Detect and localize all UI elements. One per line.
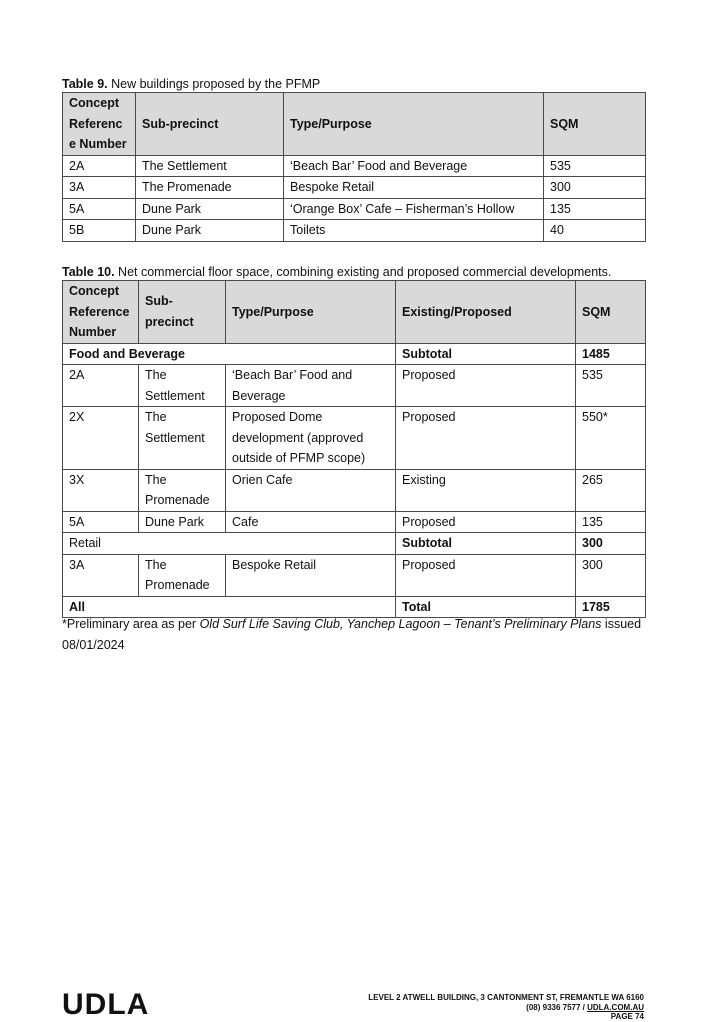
table9 <box>62 92 646 242</box>
total-label: Total <box>396 596 576 618</box>
subtotal-label: Subtotal <box>396 343 576 365</box>
table9-header-row <box>63 93 646 156</box>
table-cell: Proposed <box>396 554 576 596</box>
table10 <box>62 280 646 618</box>
footer-separator: / <box>580 1002 588 1012</box>
udla-logo: UDLA <box>62 988 150 1021</box>
table-cell: Proposed <box>396 511 576 533</box>
table-cell: 3A <box>63 177 136 199</box>
table10-header-row <box>63 281 646 344</box>
table9-caption-label: Table 9. <box>62 77 108 91</box>
table-cell: ‘Orange Box’ Cafe – Fisherman’s Hollow <box>284 198 544 220</box>
group-subtotal-row <box>63 343 646 365</box>
table-cell: 5A <box>63 511 139 533</box>
table-cell: The Settlement <box>139 407 226 470</box>
table10-caption <box>62 264 611 280</box>
table-row <box>63 469 646 511</box>
table-row <box>63 365 646 407</box>
table-cell: Dune Park <box>136 198 284 220</box>
table-cell: 3X <box>63 469 139 511</box>
table-cell: The Settlement <box>136 155 284 177</box>
table-cell: 2X <box>63 407 139 470</box>
table-cell: 40 <box>544 220 646 242</box>
subtotal-value: 300 <box>576 533 646 555</box>
table-row <box>63 155 646 177</box>
table9-header-cell: Type/Purpose <box>284 93 544 156</box>
table-cell: 265 <box>576 469 646 511</box>
table-cell: 535 <box>576 365 646 407</box>
table-cell: Bespoke Retail <box>284 177 544 199</box>
table-cell: Proposed <box>396 407 576 470</box>
table10-caption-text: Net commercial floor space, combining existing and proposed commercial developments. <box>114 265 612 279</box>
table-cell: 135 <box>576 511 646 533</box>
table-cell: 3A <box>63 554 139 596</box>
footnote-suffix: issued 08/01/2024 <box>62 617 642 652</box>
table10-header-cell: Existing/Proposed <box>396 281 576 344</box>
table-row <box>63 198 646 220</box>
table9-header-cell: Sub-precinct <box>136 93 284 156</box>
table-row <box>63 511 646 533</box>
footer-website-link[interactable]: UDLA.COM.AU <box>587 1002 644 1012</box>
table-cell: Proposed <box>396 365 576 407</box>
table-cell: ‘Beach Bar’ Food and Beverage <box>226 365 396 407</box>
table10-caption-label: Table 10. <box>62 265 115 279</box>
total-group-label: All <box>63 596 396 618</box>
footer-phone: (08) 9336 7577 <box>526 1002 581 1012</box>
group-name: Retail <box>63 533 396 555</box>
table10-header-cell: Sub-precinct <box>139 281 226 344</box>
group-subtotal-row <box>63 533 646 555</box>
table-row <box>63 554 646 596</box>
table9-caption-text: New buildings proposed by the PFMP <box>107 77 321 91</box>
table-row <box>63 407 646 470</box>
footnote <box>62 614 652 655</box>
table9-header-cell: Concept Referenc e Number <box>63 93 136 156</box>
footnote-source: Old Surf Life Saving Club, Yanchep Lagoon – Tenant’s Preliminary Plans <box>199 617 602 631</box>
table-cell: Existing <box>396 469 576 511</box>
table-cell: 300 <box>544 177 646 199</box>
table-cell: ‘Beach Bar’ Food and Beverage <box>284 155 544 177</box>
table10-header-cell: Type/Purpose <box>226 281 396 344</box>
table-cell: The Settlement <box>139 365 226 407</box>
table10-header-cell: Concept Reference Number <box>63 281 139 344</box>
table-cell: Cafe <box>226 511 396 533</box>
page-number: PAGE 74 <box>610 1012 644 1021</box>
table9-header-cell: SQM <box>544 93 646 156</box>
table9-caption <box>62 76 320 92</box>
table-cell: Bespoke Retail <box>226 554 396 596</box>
table-cell: The Promenade <box>139 554 226 596</box>
table-cell: Toilets <box>284 220 544 242</box>
table-cell: 135 <box>544 198 646 220</box>
table-row <box>63 220 646 242</box>
table-cell: 2A <box>63 365 139 407</box>
table-cell: 300 <box>576 554 646 596</box>
table-cell: Dune Park <box>136 220 284 242</box>
footnote-prefix: *Preliminary area as per <box>62 617 200 631</box>
table-cell: 535 <box>544 155 646 177</box>
subtotal-value: 1485 <box>576 343 646 365</box>
table-cell: 5B <box>63 220 136 242</box>
table-cell: Proposed Dome development (approved outside of PFMP scope) <box>226 407 396 470</box>
table10-header-cell: SQM <box>576 281 646 344</box>
table-cell: Dune Park <box>139 511 226 533</box>
table-cell: The Promenade <box>139 469 226 511</box>
total-value: 1785 <box>576 596 646 618</box>
table-cell: Orien Cafe <box>226 469 396 511</box>
table-cell: 2A <box>63 155 136 177</box>
table-cell: 550* <box>576 407 646 470</box>
footer-contact <box>368 1003 644 1013</box>
page-footer <box>368 993 644 1022</box>
table-row <box>63 177 646 199</box>
subtotal-label: Subtotal <box>396 533 576 555</box>
group-name: Food and Beverage <box>63 343 396 365</box>
footer-address: LEVEL 2 ATWELL BUILDING, 3 CANTONMENT ST, FREMANTLE WA 6160 <box>368 993 644 1002</box>
table-cell: 5A <box>63 198 136 220</box>
table-cell: The Promenade <box>136 177 284 199</box>
